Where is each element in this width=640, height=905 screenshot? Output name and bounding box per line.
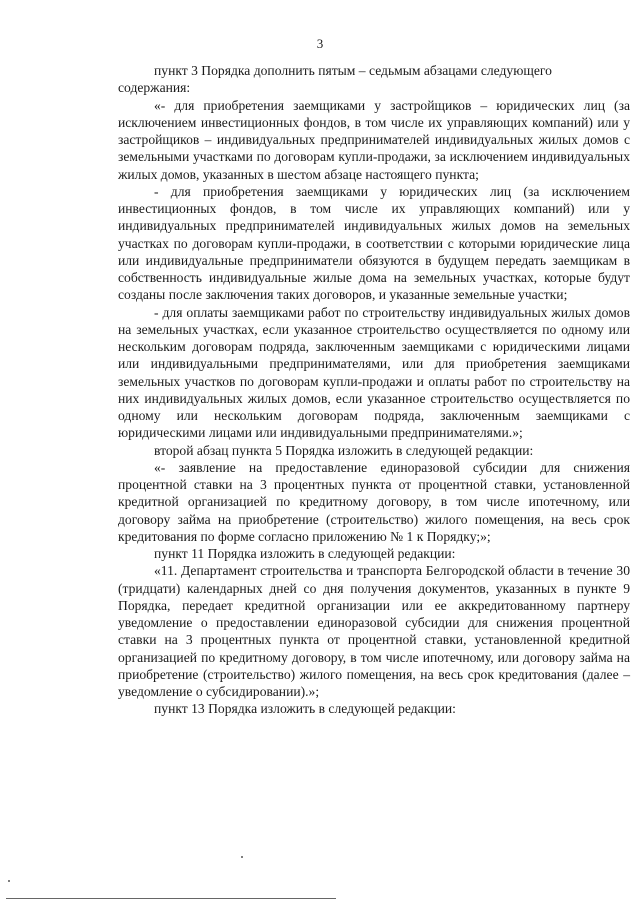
paragraph-2: содержания: (118, 80, 191, 96)
paragraph-5: - для оплаты заемщиками работ по строительству индивидуальных жилых домов на земельных участках, если указанное строительство осуществляется по одному или нескольким договорам подряда, заключенным заемщиками с юридическими лицами или индивидуальными предпринимателями, или для приобретения заемщиками земельных участков по договорам купли-продажи и оплаты работ по строительству на них индивидуальных жилых домов, если указанное строительство осуществляется по одному или нескольким договорам подряда, заключенным заемщиками с юридическими лицами или индивидуальными предпринимателями.»; (118, 304, 630, 441)
scan-artifact-line (6, 898, 336, 899)
paragraph-7: «- заявление на предоставление единоразовой субсидии для снижения процентной ставки на 3 процентных пункта от процентной ставки, установленной кредитной организацией по кредитному договору, в том числе ипотечному, или договору займа на приобретение (строительство) жилого помещения, на весь срок кредитования по форме согласно приложению № 1 к Порядку;»; (118, 459, 630, 544)
paragraph-9: «11. Департамент строительства и транспорта Белгородской области в течение 30 (тридцати) календарных дней со дня получения документов, указанных в пункте 9 Порядка, передает кредитной организации или ее аккредитованному партнеру уведомление о предоставлении единоразовой субсидии для снижения процентной ставки на 3 процентных пункта от процентной ставки, установленной кредитной организацией по кредитному договору, в том числе ипотечному, или договору займа на приобретение (строительство) жилого помещения, на весь срок кредитования (далее – уведомление о субсидировании).»; (118, 563, 630, 699)
paragraph-10: пункт 13 Порядка изложить в следующей редакции: (154, 701, 456, 717)
page-number: 3 (316, 36, 324, 51)
document-body (118, 62, 630, 718)
scan-artifact-dot-left (8, 880, 10, 882)
paragraph-6: второй абзац пункта 5 Порядка изложить в следующей редакции: (154, 442, 534, 458)
paragraph-1: пункт 3 Порядка дополнить пятым – седьмым абзацами следующего (154, 63, 552, 78)
paragraph-4: - для приобретения заемщиками у юридических лиц (за исключением инвестиционных фондов, в том числе их управляющих компаний) или у индивидуальных предпринимателей индивидуальных жилых домов на земельных участках по договорам купли-продажи, в соответствии с которыми юридические лица или индивидуальные предприниматели обязуются в будущем передать заемщикам в собственность индивидуальные жилые дома на земельных участках, которые будут созданы после заключения таких договоров, и указанные земельные участки; (118, 183, 630, 303)
paragraph-3: «- для приобретения заемщиками у застройщиков – юридических лиц (за исключением инвестиционных фондов, в том числе их управляющих компаний) или у застройщиков – индивидуальных предпринимателей индивидуальных жилых домов с земельными участками по договорам купли-продажи, за исключением индивидуальных жилых домов, указанных в шестом абзаце настоящего пункта; (118, 97, 630, 182)
paragraph-8: пункт 11 Порядка изложить в следующей редакции: (154, 546, 456, 561)
scan-artifact-dot (241, 856, 243, 858)
